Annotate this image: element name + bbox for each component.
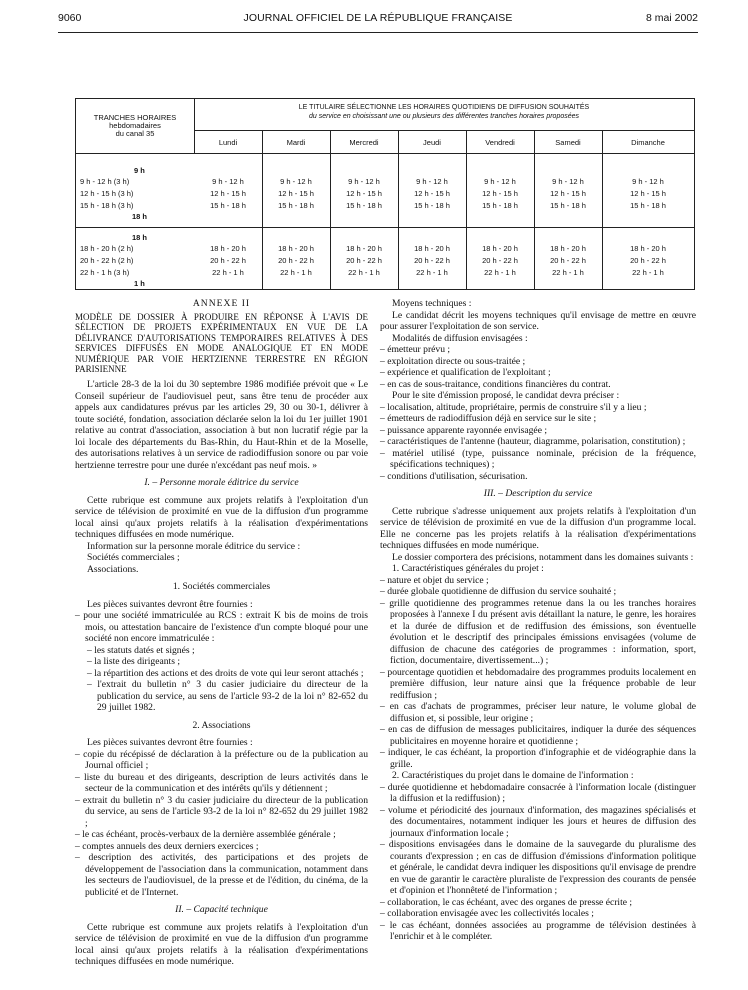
- list-item: – expérience et qualification de l'exploitant ;: [380, 367, 551, 378]
- paragraph: Cette rubrique est commune aux projets relatifs à l'exploitation d'un service de télévision de proximité en vue de la diffusion d'un programme local ainsi qu'aux projets relatifs à la réalisation d'expérimentations techniques diffusées en mode numérique.: [75, 494, 368, 541]
- list-item: – exploitation directe ou sous-traitée ;: [380, 355, 526, 367]
- schedule-cell: 18 h - 20 h: [414, 244, 450, 253]
- schedule-cell: 15 h - 18 h: [210, 201, 246, 210]
- list-item: – en cas de sous-traitance, conditions financières du contrat.: [380, 378, 611, 390]
- schedule-cell: 15 h - 18 h: [630, 201, 666, 210]
- schedule-cell: 12 h - 15 h: [278, 189, 314, 198]
- slot-label: 22 h - 1 h (3 h): [80, 268, 130, 277]
- paragraph: Moyens techniques :: [392, 298, 472, 309]
- schedule-cell: 20 h - 22 h: [210, 256, 246, 265]
- slot-label: 12 h - 15 h (3 h): [80, 189, 134, 198]
- schedule-header-subtitle: du service en choisissant une ou plusieurs des différentes tranches horaires proposées: [308, 112, 580, 120]
- annex-subtitle: MODÈLE DE DOSSIER À PRODUIRE EN RÉPONSE À L'AVIS DE SÉLECTION DE PROJETS EXPÉRIMENTAUX EN VUE DE LA DÉLIVRANCE D'AUTORISATIONS TEMPORAIRES RELATIVES À DES SERVICES DIFFUSÉS EN MODE ANALOGIQUE ET EN MODE NUMÉRIQUE PAR VOIE HERTZIENNE TERRESTRE EN RÉGION PARISIENNE: [75, 311, 368, 375]
- slot-boundary: 9 h: [134, 166, 145, 175]
- list-item: – émetteur prévu ;: [380, 344, 451, 355]
- schedule-table: [75, 98, 695, 290]
- list-item: – localisation, altitude, propriétaire, permis de construire s'il y a lieu ;: [380, 401, 647, 413]
- list-item: – pourcentage quotidien et hebdomadaire des programmes produits localement en première diffusion, leur nature ainsi que la fréquence probable de leur rediffusion ;: [380, 666, 696, 701]
- right-column: [380, 298, 696, 943]
- section-title: II. – Capacité technique: [175, 904, 268, 916]
- paragraph: Cette rubrique s'adresse uniquement aux projets relatifs à l'exploitation d'un service de télévision de proximité en vue de la diffusion d'un programme local. Elle ne concerne pas les projets relatifs à la réalisation d'expérimentations techniques diffusées en mode numérique.: [380, 505, 696, 551]
- day-header: Mercredi: [349, 138, 379, 147]
- list-item: – puissance apparente rayonnée envisagée ;: [380, 424, 548, 436]
- row-divider: [76, 227, 694, 228]
- schedule-cell: 22 h - 1 h: [484, 268, 516, 277]
- slot-boundary: 1 h: [134, 279, 145, 288]
- paragraph: Modalités de diffusion envisagées :: [392, 332, 528, 344]
- numbered-heading: 1. Caractéristiques générales du projet :: [392, 563, 544, 574]
- schedule-cell: 20 h - 22 h: [278, 256, 314, 265]
- schedule-cell: 18 h - 20 h: [346, 244, 382, 253]
- slot-label: 9 h - 12 h (3 h): [80, 177, 130, 186]
- paragraph: Le candidat décrit les moyens techniques qu'il envisage de mettre en œuvre pour assurer l'exploitation de son service.: [380, 309, 696, 332]
- schedule-cell: 15 h - 18 h: [346, 201, 382, 210]
- schedule-cell: 15 h - 18 h: [482, 201, 518, 210]
- schedule-cell: 22 h - 1 h: [632, 268, 664, 277]
- list-item: – en cas d'achats de programmes, préciser leur nature, le volume global de diffusion et, si possible, leur origine ;: [380, 701, 696, 724]
- paragraph: Cette rubrique est commune aux projets relatifs à l'exploitation d'un service de télévision de proximité en vue de la diffusion d'un programme local ainsi qu'aux projets relatifs à la réalisation d'expérimentations techniques diffusées en mode numérique.: [75, 921, 368, 968]
- schedule-cell: 18 h - 20 h: [550, 244, 586, 253]
- list-item: – matériel utilisé (type, puissance nominale, précision de la fréquence, spécifications techniques) ;: [380, 447, 696, 470]
- list-item: – liste du bureau et des dirigeants, description de leurs activités dans le secteur de la communication et des intérêts qu'ils y détiennent ;: [75, 771, 368, 795]
- list-item: – collaboration envisagée avec les collectivités locales ;: [380, 908, 594, 919]
- schedule-cell: 22 h - 1 h: [552, 268, 584, 277]
- schedule-cell: 22 h - 1 h: [348, 268, 380, 277]
- day-header: Jeudi: [423, 138, 441, 147]
- list-item: – extrait du bulletin n° 3 du casier judiciaire du directeur de la publication du service, au sens de l'article 93-2 de la loi n° 82-652 du 29 juillet 1982 ;: [75, 794, 368, 829]
- schedule-cell: 12 h - 15 h: [482, 189, 518, 198]
- schedule-header-title: LE TITULAIRE SÉLECTIONNE LES HORAIRES QUOTIDIENS DE DIFFUSION SOUHAITÉS: [298, 104, 590, 111]
- list-item: – description des activités, des participations et des projets de développement de l'association dans la communication, notamment dans les secteurs de l'audiovisuel, de la presse et de l'édition, du cinéma, de la publicité et de l'Internet.: [75, 852, 368, 898]
- schedule-cell: 15 h - 18 h: [278, 201, 314, 210]
- list-item: – l'extrait du bulletin n° 3 du casier judiciaire du directeur de la publication du service, au sens de l'article 93-2 de la loi n° 82-652 du 29 juillet 1982.: [87, 679, 368, 714]
- schedule-cell: 20 h - 22 h: [482, 256, 518, 265]
- schedule-cell: 12 h - 15 h: [414, 189, 450, 198]
- list-item: – pour une société immatriculée au RCS : extrait K bis de moins de trois mois, ou attestation bancaire de l'existence d'un compte bloqué pour une société non encore immatriculée :: [75, 610, 368, 645]
- day-header: Samedi: [555, 138, 581, 147]
- schedule-cell: 22 h - 1 h: [416, 268, 448, 277]
- list-item: – en cas de diffusion de messages publicitaires, indiquer la durée des séquences publicitaires en moyenne horaire et quotidienne ;: [380, 724, 696, 747]
- col-header-line: TRANCHES HORAIRES: [93, 113, 177, 122]
- slot-boundary: 18 h: [132, 212, 148, 221]
- schedule-header: [194, 99, 694, 131]
- schedule-cell: 12 h - 15 h: [346, 189, 382, 198]
- subsection-title: 2. Associations: [192, 719, 251, 731]
- day-header: Dimanche: [631, 138, 665, 147]
- slot-label: 15 h - 18 h (3 h): [80, 201, 134, 210]
- issue-date: 8 mai 2002: [646, 12, 698, 24]
- schedule-cell: 22 h - 1 h: [280, 268, 312, 277]
- list-item: – la répartition des actions et des droits de vote qui leur seront attachés ;: [87, 667, 364, 679]
- schedule-cell: 18 h - 20 h: [210, 244, 246, 253]
- numbered-heading: 2. Caractéristiques du projet dans le domaine de l'information :: [392, 770, 634, 781]
- list-item: – les statuts datés et signés ;: [87, 644, 195, 656]
- col-header-line: du canal 35: [115, 129, 155, 138]
- list-item: – grille quotidienne des programmes retenue dans la ou les tranches horaires proposées à l'annexe I du présent avis détaillant la nature, le genre, les horaires et la durée de diffusion et de rediffusion des émissions, son éventuelle évolution et le descriptif des principales émissions envisagées (volume de diffusion de chacune des catégories de programmes : information, sport, fiction, documentaire, divertissement...) ;: [380, 597, 696, 666]
- paragraph: Les pièces suivantes devront être fournies :: [87, 598, 253, 610]
- list-item: – nature et objet du service ;: [380, 574, 489, 586]
- schedule-cell: 20 h - 22 h: [630, 256, 666, 265]
- page-header: [58, 10, 698, 28]
- schedule-cell: 18 h - 20 h: [630, 244, 666, 253]
- schedule-cell: 22 h - 1 h: [212, 268, 244, 277]
- schedule-cell: 9 h - 12 h: [484, 177, 516, 186]
- list-item: – émetteurs de radiodiffusion déjà en service sur le site ;: [380, 413, 597, 424]
- list-item: – volume et périodicité des journaux d'information, des magazines spécialisés et des documentaires, notamment indiquer les jours et heures de diffusion des journaux d'information locale ;: [380, 804, 696, 839]
- left-column: [75, 298, 368, 968]
- intro-paragraph: L'article 28-3 de la loi du 30 septembre 1986 modifiée prévoit que « Le Conseil supérieur de l'audiovisuel peut, sans être tenu de procéder aux appels aux candidatures prévus par les articles 29, 30 ou 30-1, délivrer à toute société, fondation, association déclarée selon la loi du 1er juillet 1901 relative au contrat d'association, association à but non lucratif régie par la loi locale des départements du Bas-Rhin, du Haut-Rhin et de la Moselle, des autorisations relatives à un service de radiodiffusion sonore ou par voie hertzienne terrestre pour une durée n'excédant pas neuf mois. »: [75, 379, 368, 471]
- schedule-cell: 9 h - 12 h: [632, 177, 664, 186]
- paragraph: Les pièces suivantes devront être fournies :: [87, 737, 253, 749]
- time-slots-header: [76, 99, 195, 153]
- list-item: – conditions d'utilisation, sécurisation.: [380, 470, 528, 482]
- schedule-cell: 9 h - 12 h: [280, 177, 312, 186]
- list-item: – le cas échéant, procès-verbaux de la dernière assemblée générale ;: [75, 829, 336, 841]
- page-number: 9060: [58, 12, 82, 24]
- list-item: – durée globale quotidienne de diffusion du service souhaité ;: [380, 586, 617, 597]
- day-header: Mardi: [286, 138, 306, 147]
- list-item: – durée quotidienne et hebdomadaire consacrée à l'information locale (distinguer la diffusion et la rediffusion) ;: [380, 781, 696, 804]
- list-item: – copie du récépissé de déclaration à la préfecture ou de la publication au Journal officiel ;: [75, 748, 368, 772]
- subsection-title: 1. Sociétés commerciales: [172, 581, 271, 593]
- section-title: I. – Personne morale éditrice du service: [144, 477, 299, 489]
- list-item: – collaboration, le cas échéant, avec des organes de presse écrite ;: [380, 896, 633, 908]
- schedule-cell: 18 h - 20 h: [482, 244, 518, 253]
- list-item: – caractéristiques de l'antenne (hauteur, diagramme, polarisation, constitution) ;: [380, 436, 686, 447]
- list-item: – le cas échéant, données associées au programme de télévision destinées à l'enrichir et à le compléter.: [380, 919, 696, 942]
- schedule-cell: 20 h - 22 h: [414, 256, 450, 265]
- schedule-cell: 12 h - 15 h: [630, 189, 666, 198]
- slot-boundary: 18 h: [132, 233, 148, 242]
- day-header: Vendredi: [485, 138, 515, 147]
- list-item: – dispositions envisagées dans le domaine de la sauvegarde du pluralisme des courants d'expression ; en cas de diffusion d'émissions d'information politique et générale, le candidat devra indiquer les dispositions qu'il envisage de prendre en vue de garantir le caractère pluraliste de l'expression des courants de pensée et d'opinion et l'honnêteté de l'information ;: [380, 839, 696, 896]
- col-header-line: hebdomadaires: [109, 121, 161, 130]
- schedule-cell: 20 h - 22 h: [346, 256, 382, 265]
- schedule-cell: 15 h - 18 h: [414, 201, 450, 210]
- list-item: – la liste des dirigeants ;: [87, 656, 180, 668]
- list-item: – indiquer, le cas échéant, la proportion d'infographie et de vidéographie dans la grille.: [380, 747, 696, 770]
- slot-label: 20 h - 22 h (2 h): [80, 256, 134, 265]
- list-item: – comptes annuels des deux derniers exercices ;: [75, 840, 259, 852]
- day-header: Lundi: [218, 138, 238, 147]
- schedule-cell: 12 h - 15 h: [550, 189, 586, 198]
- schedule-cell: 9 h - 12 h: [552, 177, 584, 186]
- section-title: III. – Description du service: [483, 488, 593, 499]
- paragraph: Pour le site d'émission proposé, le candidat devra préciser :: [392, 390, 620, 401]
- schedule-cell: 9 h - 12 h: [348, 177, 380, 186]
- paragraph: Information sur la personne morale éditrice du service :: [87, 540, 301, 552]
- schedule-cell: 9 h - 12 h: [212, 177, 244, 186]
- slot-label: 18 h - 20 h (2 h): [80, 244, 134, 253]
- paragraph: Sociétés commerciales ;: [87, 552, 180, 564]
- header-rule: [58, 32, 698, 33]
- annex-title: ANNEXE II: [192, 298, 251, 309]
- paragraph: Associations.: [87, 563, 139, 575]
- schedule-cell: 18 h - 20 h: [278, 244, 314, 253]
- journal-title: JOURNAL OFFICIEL DE LA RÉPUBLIQUE FRANÇAISE: [243, 12, 513, 24]
- schedule-cell: 15 h - 18 h: [550, 201, 586, 210]
- schedule-cell: 20 h - 22 h: [550, 256, 586, 265]
- schedule-cell: 9 h - 12 h: [416, 177, 448, 186]
- row-divider: [76, 153, 694, 154]
- paragraph: Le dossier comportera des précisions, notamment dans les domaines suivants :: [392, 551, 694, 563]
- schedule-cell: 12 h - 15 h: [210, 189, 246, 198]
